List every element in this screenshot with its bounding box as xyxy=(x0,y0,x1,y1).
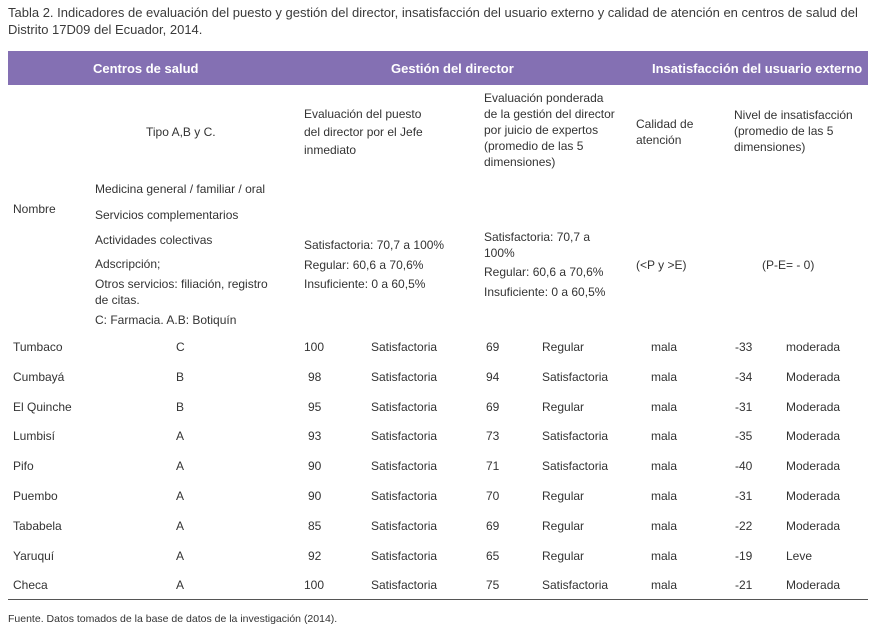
escala-puesto-item: Regular: 60,6 a 70,6% xyxy=(304,258,424,272)
cell-tipo: A xyxy=(176,548,185,563)
cell-nombre: Checa xyxy=(13,578,48,593)
table-row xyxy=(0,339,875,369)
cell-ponderada: 70 xyxy=(486,489,500,503)
servicio-item: Adscripción; xyxy=(95,257,161,271)
cell-ponderada-categoria: Satisfactoria xyxy=(542,459,609,474)
cell-nivel-categoria: Leve xyxy=(786,548,813,563)
cell-ponderada: 73 xyxy=(486,429,500,444)
servicio-item: Servicios complementarios xyxy=(95,208,239,222)
cell-ponderada: 69 xyxy=(486,518,500,533)
servicio-item: Otros servicios: filiación, registro de citas. xyxy=(95,277,268,307)
cell-nombre: Tababela xyxy=(13,518,62,533)
cell-puesto: 90 xyxy=(308,489,322,503)
cell-puesto-categoria: Satisfactoria xyxy=(371,518,438,533)
cell-tipo: B xyxy=(176,399,185,414)
servicio-item: Medicina general / familiar / oral xyxy=(95,182,266,196)
cell-calidad: mala xyxy=(651,518,678,533)
escala-ponderada-item: Satisfactoria: 70,7 a 100% xyxy=(484,230,591,260)
table-caption: Tabla 2. Indicadores de evaluación del puesto y gestión del director, insatisfacción del usuario externo y calidad de atención en centros de salud del Distrito 17D09 del Ecuador, 2014. xyxy=(8,5,858,37)
cell-nivel: -22 xyxy=(735,518,753,533)
cell-nivel: -31 xyxy=(735,489,753,503)
cell-puesto-categoria: Satisfactoria xyxy=(371,340,438,354)
cell-nivel-categoria: moderada xyxy=(786,340,841,354)
cell-ponderada-categoria: Satisfactoria xyxy=(542,578,609,593)
subheader-nivel: Nivel de insatisfacción (promedio de las 5 dimensiones) xyxy=(734,108,853,154)
cell-nivel: -40 xyxy=(735,459,753,474)
cell-puesto: 100 xyxy=(304,340,325,354)
cell-nivel: -21 xyxy=(735,578,753,593)
table-bottom-rule xyxy=(8,599,868,600)
subheader-calidad: Calidad de atención xyxy=(636,117,694,147)
table-source: Fuente. Datos tomados de la base de datos de la investigación (2014). xyxy=(8,613,338,625)
cell-ponderada-categoria: Regular xyxy=(542,518,585,533)
table-row xyxy=(0,399,875,429)
calidad-formula: (<P y >E) xyxy=(636,258,687,272)
table-header-bar xyxy=(8,51,868,85)
cell-nombre: Cumbayá xyxy=(13,369,65,384)
cell-nivel: -19 xyxy=(735,548,753,563)
cell-tipo: A xyxy=(176,518,185,533)
cell-puesto-categoria: Satisfactoria xyxy=(371,548,438,563)
cell-calidad: mala xyxy=(651,369,678,384)
table-row xyxy=(0,458,875,488)
escala-ponderada-item: Regular: 60,6 a 70,6% xyxy=(484,265,604,279)
cell-tipo: A xyxy=(176,459,185,474)
cell-nivel-categoria: Moderada xyxy=(786,459,841,474)
cell-nombre: Pifo xyxy=(13,459,34,474)
cell-ponderada: 94 xyxy=(486,369,500,384)
cell-nombre: Yaruquí xyxy=(13,548,55,563)
cell-puesto: 95 xyxy=(308,399,322,414)
cell-calidad: mala xyxy=(651,548,678,563)
cell-puesto: 92 xyxy=(308,548,322,563)
cell-nivel: -34 xyxy=(735,369,753,384)
cell-puesto-categoria: Satisfactoria xyxy=(371,399,438,414)
cell-ponderada-categoria: Regular xyxy=(542,548,585,563)
cell-puesto: 90 xyxy=(308,459,322,474)
cell-ponderada-categoria: Satisfactoria xyxy=(542,429,609,444)
definition-nombre: Nombre xyxy=(13,202,56,216)
cell-puesto-categoria: Satisfactoria xyxy=(371,369,438,384)
cell-calidad: mala xyxy=(651,489,678,503)
cell-nombre: El Quinche xyxy=(13,399,72,414)
cell-nivel: -33 xyxy=(735,340,753,354)
cell-puesto: 93 xyxy=(308,429,322,444)
header-insatisfaccion: Insatisfacción del usuario externo xyxy=(652,61,863,76)
cell-nivel-categoria: Moderada xyxy=(786,578,841,593)
cell-ponderada-categoria: Regular xyxy=(542,340,585,354)
header-centros: Centros de salud xyxy=(93,61,199,76)
cell-nivel-categoria: Moderada xyxy=(786,369,841,384)
cell-ponderada-categoria: Satisfactoria xyxy=(542,369,609,384)
cell-ponderada: 69 xyxy=(486,340,500,354)
cell-calidad: mala xyxy=(651,459,678,474)
header-gestion: Gestión del director xyxy=(391,61,514,76)
cell-ponderada: 69 xyxy=(486,399,500,414)
cell-puesto: 100 xyxy=(304,578,325,593)
escala-puesto-item: Satisfactoria: 70,7 a 100% xyxy=(304,238,445,252)
table-row xyxy=(0,548,875,578)
table-row xyxy=(0,488,875,518)
cell-nivel-categoria: Moderada xyxy=(786,518,841,533)
cell-nivel-categoria: Moderada xyxy=(786,399,841,414)
cell-ponderada-categoria: Regular xyxy=(542,399,585,414)
cell-nivel: -31 xyxy=(735,399,753,414)
cell-puesto-categoria: Satisfactoria xyxy=(371,578,438,593)
cell-calidad: mala xyxy=(651,340,678,354)
subheader-eval-puesto: Evaluación del puesto del director por el Jefe inmediato xyxy=(304,107,423,157)
cell-calidad: mala xyxy=(651,578,678,593)
table-row xyxy=(0,428,875,458)
escala-ponderada-item: Insuficiente: 0 a 60,5% xyxy=(484,285,606,299)
servicio-item: Actividades colectivas xyxy=(95,233,213,247)
cell-puesto-categoria: Satisfactoria xyxy=(371,459,438,474)
cell-nivel-categoria: Moderada xyxy=(786,489,841,503)
cell-puesto: 85 xyxy=(308,518,322,533)
cell-tipo: A xyxy=(176,578,185,593)
cell-tipo: A xyxy=(176,489,185,503)
subheader-tipo: Tipo A,B y C. xyxy=(146,125,216,139)
cell-tipo: C xyxy=(176,340,185,354)
cell-nombre: Tumbaco xyxy=(13,340,63,354)
table-row xyxy=(0,369,875,399)
cell-puesto-categoria: Satisfactoria xyxy=(371,489,438,503)
cell-puesto: 98 xyxy=(308,369,322,384)
cell-nivel-categoria: Moderada xyxy=(786,429,841,444)
cell-nivel: -35 xyxy=(735,429,753,444)
cell-nombre: Puembo xyxy=(13,489,58,503)
cell-tipo: B xyxy=(176,369,185,384)
cell-ponderada: 71 xyxy=(486,459,500,474)
cell-tipo: A xyxy=(176,429,185,444)
cell-ponderada: 65 xyxy=(486,548,500,563)
servicio-item: C: Farmacia. A.B: Botiquín xyxy=(95,313,237,327)
cell-calidad: mala xyxy=(651,429,678,444)
cell-nombre: Lumbisí xyxy=(13,429,56,444)
subheader-eval-ponderada: Evaluación ponderada de la gestión del director por juicio de expertos (promedio de las 5 dimensiones) xyxy=(484,91,615,169)
cell-calidad: mala xyxy=(651,399,678,414)
nivel-formula: (P-E= - 0) xyxy=(762,258,815,272)
escala-puesto-item: Insuficiente: 0 a 60,5% xyxy=(304,277,426,291)
table-row xyxy=(0,518,875,548)
table-row xyxy=(0,577,875,607)
cell-ponderada: 75 xyxy=(486,578,500,593)
cell-ponderada-categoria: Regular xyxy=(542,489,585,503)
cell-puesto-categoria: Satisfactoria xyxy=(371,429,438,444)
